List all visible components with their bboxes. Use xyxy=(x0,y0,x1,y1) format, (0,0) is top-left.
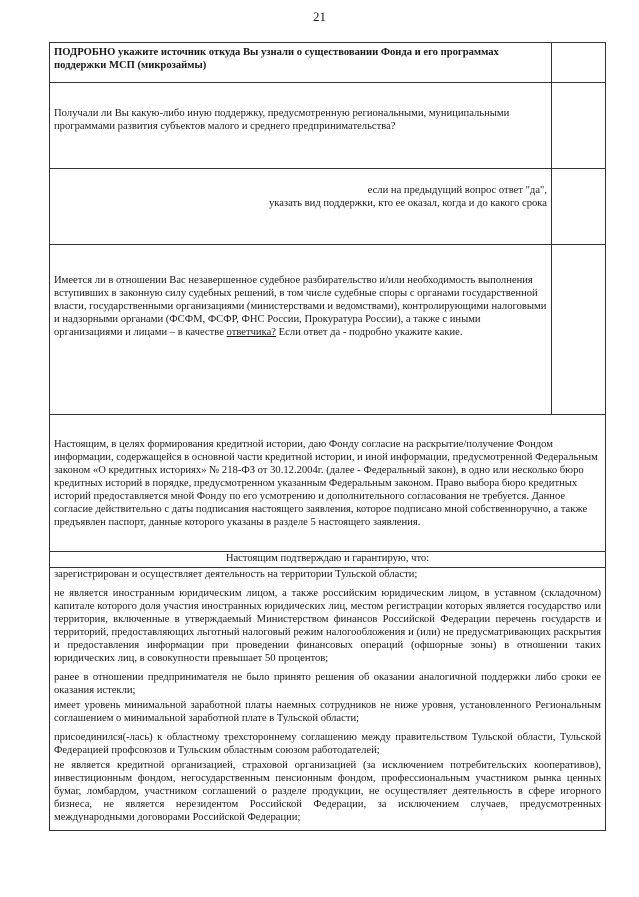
guarantee-heading-row xyxy=(50,552,606,568)
question-line: указать вид поддержки, кто ее оказал, когда и до какого срока xyxy=(268,198,547,209)
guarantee-heading: Настоящим подтверждаю и гарантирую, что: xyxy=(50,552,606,568)
guarantee-item: присоединился(-лась) к областному трехстороннему соглашению между правительством Тульской области, Тульской Федерацией профсоюзов и Тульским областным союзом работодателей; xyxy=(54,732,601,756)
questions-table xyxy=(49,42,606,831)
question-text: Получали ли Вы какую-либо иную поддержку, предусмотренную региональными, муниципальными программами развития субъектов малого и среднего предпринимательства? xyxy=(50,83,552,169)
guarantees-row xyxy=(50,568,606,831)
guarantee-item: зарегистрирован и осуществляет деятельность на территории Тульской области; xyxy=(54,569,418,580)
consent-text: Настоящим, в целях формирования кредитной истории, даю Фонду согласие на раскрытие/получение Фондом информации, содержащейся в основной части кредитной истории, и иной информации, предусмотренной Федеральным законом «О кредитных историях» № 218-ФЗ от 30.12.2004г. (далее - Федеральный закон), в одно или несколько бюро кредитных историй в порядке, предусмотренном указанным Федеральным законом. Право выбора бюро кредитных историй предоставляется мной Фонду по его усмотрению и дополнительного согласования не требуется. Данное согласие действительно с даты подписания настоящего заявления, которое подписано мной собственноручно, а также предъявлен паспорт, данные которого указаны в разделе 5 настоящего заявления. xyxy=(54,439,598,528)
answer-cell[interactable] xyxy=(552,83,606,169)
answer-cell[interactable] xyxy=(552,245,606,415)
guarantee-item: не является кредитной организацией, страховой организацией (за исключением потребительских кооперативов), инвестиционным фондом, негосударственным пенсионным фондом, профессиональным участником рынка ценных бумаг, ломбардом, участником соглашений о разделе продукции, не осуществляет деятельность в сфере игорного бизнеса, не является нерезидентом Российской Федерации, за исключением случаев, предусмотренных международными договорами Российской Федерации; xyxy=(54,760,601,823)
guarantee-item: не является иностранным юридическим лицом, а также российским юридическим лицом, в уставном (складочном) капитале которого доля участия иностранных юридических лиц, местом регистрации которых является государство или территория, включенные в утверждаемый Министерством финансов Российской Федерации перечень государств и территорий, предоставляющих льготный налоговый режим налогообложения и (или) не предусматривающих раскрытия и предоставления информации при проведении финансовых операций (офшорные зоны) в отношении таких юридических лиц, в совокупности превышает 50 процентов; xyxy=(54,588,601,664)
question-text: ПОДРОБНО укажите источник откуда Вы узнали о существовании Фонда и его программах поддержки МСП (микрозаймы) xyxy=(50,43,552,83)
underlined-term: ответчика? xyxy=(226,327,276,338)
question-text-part: Имеется ли в отношении Вас незавершенное судебное разбирательство и/или необходимость выполнения вступивших в законную силу судебных решений, в том числе судебные споры с органами государственной власти, государственными организациями (министерствами и ведомствами), контролирующими налоговыми и надзорными органами (ФСФМ, ФСФР, ФНС России, Прокуратура России), а также с иными организациями и лицами – в качестве xyxy=(54,275,547,338)
answer-cell[interactable] xyxy=(552,43,606,83)
guarantee-item: ранее в отношении предпринимателя не было принято решения об оказании аналогичной поддержки либо сроки ее оказания истекли; xyxy=(54,672,601,696)
question-row-support-details xyxy=(50,169,606,245)
consent-row xyxy=(50,415,606,552)
guarantees-list xyxy=(50,568,606,831)
guarantee-item: имеет уровень минимальной заработной платы наемных сотрудников не ниже уровня, установленного Региональным соглашением о минимальной заработной плате в Тульской области; xyxy=(54,700,601,724)
application-form xyxy=(49,42,601,831)
question-row-other-support xyxy=(50,83,606,169)
question-line: если на предыдущий вопрос ответ "да", xyxy=(367,185,547,196)
question-row-source xyxy=(50,43,606,83)
answer-cell[interactable] xyxy=(552,169,606,245)
question-text-part: Если ответ да - подробно укажите какие. xyxy=(276,327,463,338)
page-number: 21 xyxy=(313,9,326,24)
question-row-litigation xyxy=(50,245,606,415)
question-text xyxy=(50,169,552,245)
consent-cell xyxy=(50,415,606,552)
question-text xyxy=(50,245,552,415)
